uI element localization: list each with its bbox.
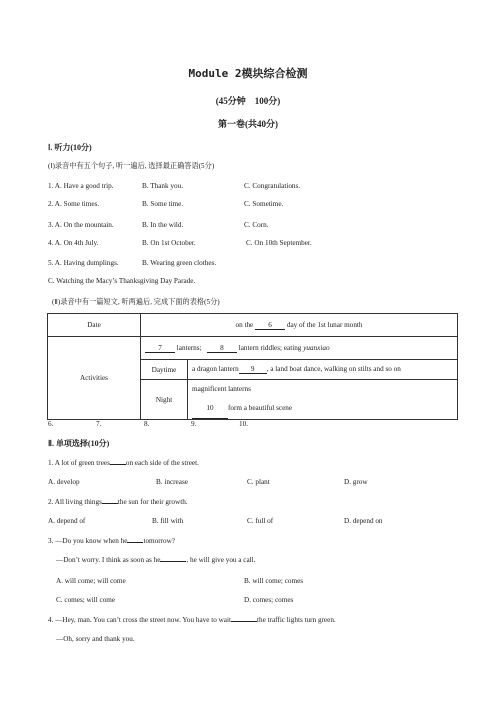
q5-option-c: C. Watching the Macy’s Thanksgiving Day Parade. xyxy=(48,277,196,285)
q3-option-c: C. Corn. xyxy=(244,221,269,229)
mc-q1-opt-c: C. plant xyxy=(247,478,270,486)
daytime-post: , a land boat dance, walking on stilts and so on xyxy=(266,365,401,373)
listening-part2-instruction: (Ⅱ)录音中有一篇短文, 听两遍后, 完成下面的表格(5分) xyxy=(52,298,220,306)
mc-q3-blank xyxy=(127,542,143,543)
page-title: Module 2模块综合检测 xyxy=(188,67,308,80)
mc-q3 xyxy=(48,537,175,545)
mc-q2-text: 2. All living things xyxy=(48,498,102,506)
mc-q3-line2 xyxy=(56,556,255,564)
blank-7: 7 xyxy=(145,344,175,353)
volume-heading: 第一卷(共40分) xyxy=(218,119,278,129)
mc-q4-blank xyxy=(231,621,257,622)
mc-q2-opt-d: D. depend on xyxy=(344,517,383,525)
mc-q2 xyxy=(48,498,188,506)
q2-option-a: 2. A. Some times. xyxy=(48,200,100,208)
night-line2-wrap xyxy=(192,399,453,419)
mc-q4-text2: the traffic lights turn green. xyxy=(257,616,336,624)
night-label: Night xyxy=(141,380,188,420)
blank-9: 9 xyxy=(239,365,267,374)
q3-option-b: B. In the wild. xyxy=(142,221,184,229)
mc-q2-opt-a: A. depend of xyxy=(48,517,86,525)
night-cell xyxy=(188,380,458,420)
listening-part1-instruction: (Ⅰ)录音中有五个句子, 听一遍后, 选择最正确答语(5分) xyxy=(48,162,215,170)
mc-q3-opt-d: D. comes; comes xyxy=(244,596,294,604)
blank-8: 8 xyxy=(207,344,237,353)
mc-q3-opt-a: A. will come; will come xyxy=(56,577,126,585)
answer-6: 6. xyxy=(48,420,54,428)
mc-q3-text: 3. —Do you know when he xyxy=(48,537,128,545)
date-post: day of the 1st lunar month xyxy=(286,320,363,329)
mc-q1-text: 1. A lot of green trees xyxy=(48,459,110,467)
mc-q2-opt-c: C. full of xyxy=(247,517,274,525)
activities-row1 xyxy=(141,337,458,360)
answer-10: 10. xyxy=(239,420,248,428)
night-line1: magnificent lanterns xyxy=(192,385,251,393)
date-pre: on the xyxy=(235,320,254,329)
row1-italic: yuanxiao xyxy=(303,343,330,352)
q4-option-c: C. On 10th September. xyxy=(246,239,312,247)
q4-option-a: 4. A. On 4th July. xyxy=(48,239,99,247)
mc-q3-line2a: —Don’t worry. I think as soon as he xyxy=(56,556,161,564)
row1-text2: lantern riddles; eating xyxy=(238,343,302,352)
date-cell xyxy=(141,314,458,337)
date-label: Date xyxy=(48,314,141,337)
mc-q2-opt-b: B. fill with xyxy=(152,517,184,525)
mc-q2-text2: the sun for their growth. xyxy=(117,498,188,506)
q5-option-b: B. Wearing green clothes. xyxy=(142,259,217,267)
mc-q1-text2: on each side of the street. xyxy=(125,459,199,467)
q4-option-b: B. On 1st October. xyxy=(142,239,196,247)
choice-heading: Ⅱ. 单项选择(10分) xyxy=(48,439,110,448)
mc-q2-blank xyxy=(102,503,118,504)
daytime-label: Daytime xyxy=(141,360,188,380)
page-subtitle: (45分钟 100分) xyxy=(215,96,281,106)
date-blank: 6 xyxy=(255,321,285,330)
listening-heading: Ⅰ. 听力(10分) xyxy=(48,143,92,152)
mc-q1-blank xyxy=(110,464,126,465)
mc-q3-text2: tomorrow? xyxy=(143,537,175,545)
mc-q4-reply: —Oh, sorry and thank you. xyxy=(56,635,135,643)
daytime-pre: a dragon lantern xyxy=(192,365,239,373)
mc-q1-opt-b: B. increase xyxy=(156,478,188,486)
mc-q1-opt-a: A. develop xyxy=(48,478,80,486)
row1-text1: lanterns; xyxy=(176,343,202,352)
mc-q4-text: 4. —Hey, man. You can’t cross the street now. You have to wait xyxy=(48,616,231,624)
q1-option-c: C. Congratulations. xyxy=(244,182,301,190)
q1-option-b: B. Thank you. xyxy=(142,182,183,190)
mc-q3-opt-c: C. comes; will come xyxy=(56,596,116,604)
blank-10: 10 xyxy=(192,399,228,419)
mc-q3-blank2 xyxy=(160,561,186,562)
lantern-festival-table xyxy=(47,313,458,420)
answer-8: 8. xyxy=(144,420,150,428)
mc-q1 xyxy=(48,459,199,467)
activities-label: Activities xyxy=(48,337,141,420)
q5-option-a: 5. A. Having dumplings. xyxy=(48,259,119,267)
q2-option-c: C. Sometime. xyxy=(244,200,284,208)
q3-option-a: 3. A. On the mountain. xyxy=(48,221,114,229)
mc-q3-line2b: , he will give you a call. xyxy=(186,556,256,564)
night-line2: form a beautiful scene xyxy=(228,404,293,412)
mc-q3-opt-b: B. will come; comes xyxy=(244,577,304,585)
q2-option-b: B. Some time. xyxy=(142,200,184,208)
daytime-cell xyxy=(188,360,458,380)
mc-q1-opt-d: D. grow xyxy=(344,478,368,486)
answer-7: 7. xyxy=(96,420,102,428)
q1-option-a: 1. A. Have a good trip. xyxy=(48,182,114,190)
answer-9: 9. xyxy=(191,420,197,428)
mc-q4 xyxy=(48,616,336,624)
